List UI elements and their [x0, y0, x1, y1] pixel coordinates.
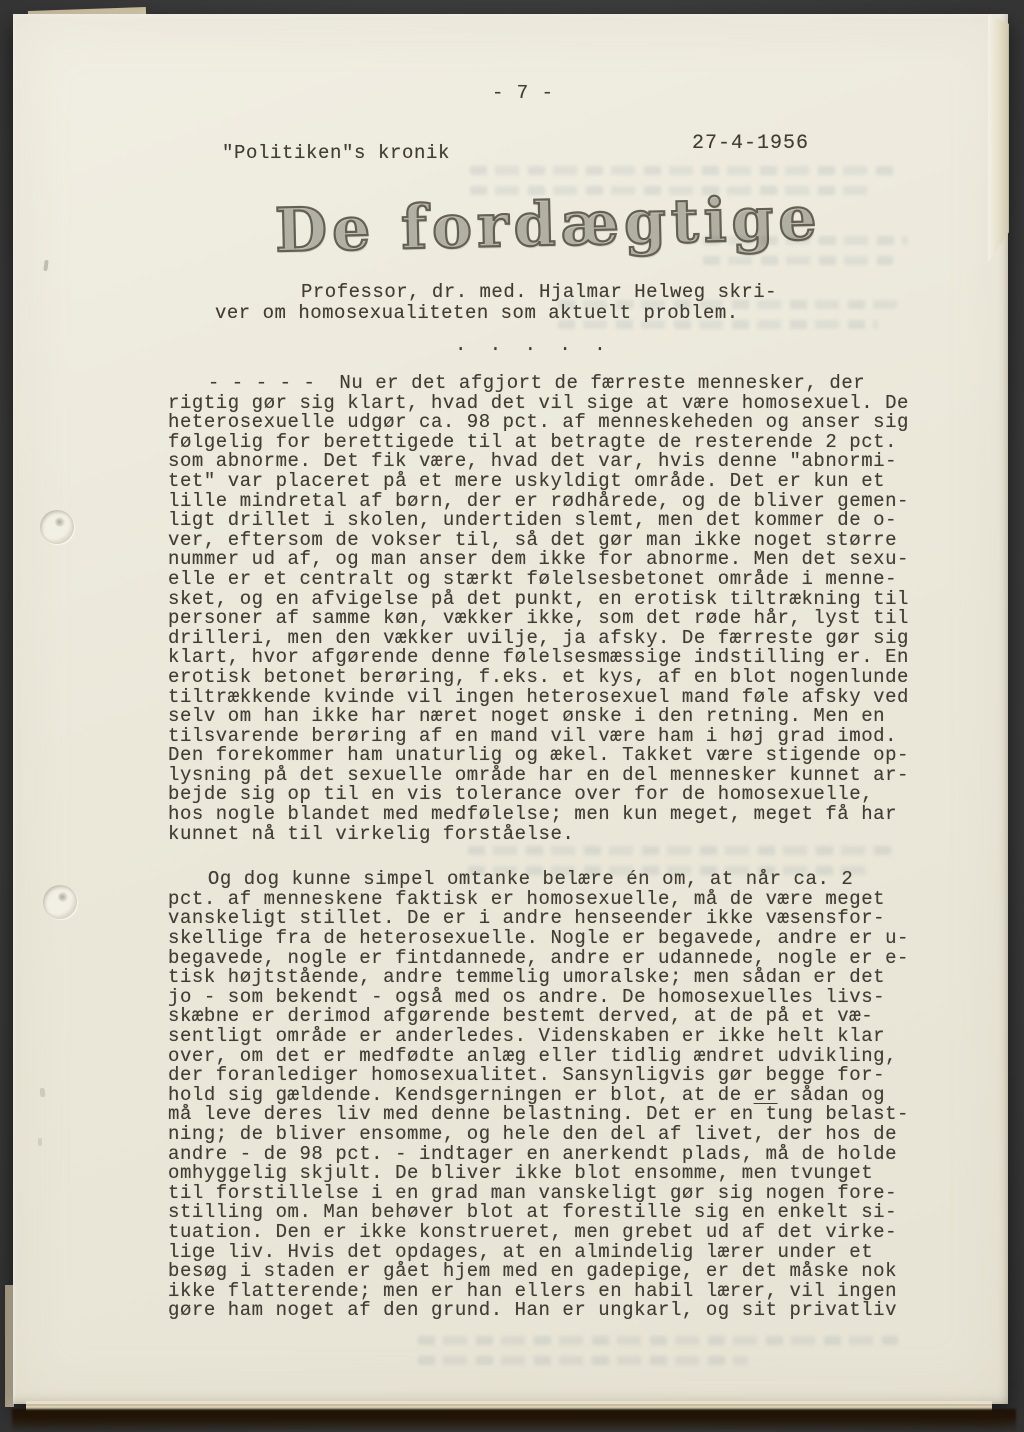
- text-line: gøre ham noget af den grund. Han er ungkarl, og sit privatliv: [168, 1299, 898, 1322]
- publication-header: "Politiken"s kronik: [222, 142, 451, 164]
- text-line: tiltrækkende kvinde vil ingen heterosexuel mand føle afsky ved: [168, 685, 910, 708]
- text-line: stilling om. Man behøver blot at forestille sig en enkelt si-: [168, 1201, 898, 1224]
- article-body: [168, 374, 943, 1347]
- text-line: drilleri, men den vækker uvilje, ja afsky. De færreste gør sig: [168, 626, 910, 649]
- text-line: selv om han ikke har næret noget ønske i den retning. Men en: [168, 705, 886, 728]
- text-line: pct. af menneskene faktisk er homosexuelle, må de være meget: [168, 887, 886, 910]
- text-line: begavede, nogle er fintdannede, andre er udannede, nogle er e-: [168, 946, 910, 969]
- text-line: lige liv. Hvis det opdages, at en almindelig lærer under et: [168, 1240, 874, 1263]
- text-line: vanskeligt stillet. De er i andre henseender ikke væsensfor-: [168, 907, 886, 930]
- text-line: som abnorme. Det fik være, hvad det var, hvis denne "abnormi-: [168, 450, 898, 473]
- article-title: De fordægtige: [274, 183, 823, 267]
- text-line: hos nogle blandet med medfølelse; men kun meget, meget få har: [168, 803, 898, 826]
- text-line: jo - som bekendt - også med os andre. De homosexuelles livs-: [168, 985, 886, 1008]
- byline: [215, 282, 777, 324]
- paragraph: [168, 374, 943, 844]
- text-line: personer af samme køn, vækker ikke, som det røde hår, lyst til: [168, 607, 910, 630]
- page-number: - 7 -: [492, 82, 555, 104]
- text-line: hold sig gældende. Kendsgerningen er blot, at de er sådan og: [168, 1083, 886, 1106]
- text-line: over, om det er medfødte anlæg eller tidlig ændret udvikling,: [168, 1044, 898, 1067]
- text-line: lysning på det sexuelle område har en del mennesker kunnet ar-: [168, 763, 910, 786]
- text-line: følgelig for berettigede til at betragte de resterende 2 pct.: [168, 430, 898, 453]
- text-line: ikke flatterende; men er han ellers en habil lærer, vil ingen: [168, 1279, 898, 1302]
- text-line: besøg i staden er gået hjem med en gadepige, er det måske nok: [168, 1260, 898, 1283]
- text-line: rigtig gør sig klart, hvad det vil sige at være homosexuel. De: [168, 391, 910, 414]
- pencil-mark: [40, 1088, 46, 1097]
- text-line: - - - - - Nu er det afgjort de færreste mennesker, der: [207, 372, 866, 394]
- text-line: ligt drillet i skolen, undertiden slemt, men det kommer de o-: [168, 509, 898, 532]
- text-line: ning; de bliver ensomme, og hele den del af livet, der hos de: [168, 1122, 898, 1145]
- text-line: klart, hvor afgørende denne følelsesmæssige indstilling er. En: [168, 646, 910, 669]
- text-line: bejde sig op til en vis tolerance over for de homosexuelle,: [168, 783, 874, 806]
- text-line: Og dog kunne simpel omtanke belære én om, at når ca. 2: [207, 868, 854, 891]
- text-line: lille mindretal af børn, der er rødhårede, og de bliver gemen-: [168, 489, 910, 512]
- text-line: sentligt område er anderledes. Videnskaben er ikke helt klar: [168, 1025, 886, 1047]
- text-line: tet" var placeret på et mere uskyldigt område. Det er kun et: [168, 469, 886, 492]
- byline-line: Professor, dr. med. Hjalmar Helweg skri-: [301, 281, 778, 303]
- pencil-mark: [43, 260, 48, 271]
- text-line: ver, eftersom de vokser til, så det gør man ikke noget større: [168, 528, 898, 551]
- document-page: [13, 14, 1008, 1404]
- page-shadow: [12, 1409, 1016, 1432]
- text-line: tisk højtstående, andre temmelig umoralske; men sådan er det: [168, 966, 886, 989]
- punch-hole: [43, 885, 77, 919]
- text-line: der foranlediger homosexualitet. Sansynligvis gør begge for-: [168, 1064, 886, 1087]
- text-line: elle er et centralt og stærkt følelsesbetonet område i menne-: [168, 567, 898, 590]
- text-line: tilsvarende berøring af en mand vil være ham i høj grad imod.: [168, 724, 898, 747]
- text-line: skellige fra de heterosexuelle. Nogle er begavede, andre er u-: [168, 927, 910, 950]
- pencil-mark: [38, 1138, 42, 1146]
- byline-line: ver om homosexualiteten som aktuelt problem.: [215, 302, 739, 324]
- text-line: til forstillelse i en grad man vanskeligt gør sig nogen fore-: [168, 1181, 898, 1204]
- punch-hole: [40, 510, 74, 544]
- text-line: erotisk betonet berøring, f.eks. et kys, af en blot nogenlunde: [168, 665, 910, 688]
- text-line: sket, og en afvigelse på det punkt, en erotisk tiltrækning til: [168, 587, 910, 610]
- text-line: må leve deres liv med denne belastning. Det er en tung belast-: [168, 1103, 910, 1126]
- page-edge-fold: [988, 14, 1009, 262]
- text-line: andre - de 98 pct. - indtager en anerkendt plads, må de holde: [168, 1142, 898, 1165]
- text-line: skæbne er derimod afgørende bestemt derved, at de på et væ-: [168, 1005, 874, 1028]
- text-line: omhyggelig skjult. De bliver ikke blot ensomme, men tvunget: [168, 1162, 874, 1185]
- text-line: tuation. Den er ikke konstrueret, men grebet ud af det virke-: [168, 1220, 898, 1243]
- separator-dots: . . . . .: [455, 334, 612, 356]
- text-line: Den forekommer ham unaturlig og ækel. Takket være stigende op-: [168, 744, 910, 767]
- text-line: heterosexuelle udgør ca. 98 pct. af menneskeheden og anser sig: [168, 411, 910, 434]
- paragraph: [168, 870, 943, 1321]
- text-line: kunnet nå til virkelig forståelse.: [168, 822, 575, 845]
- date-stamp: 27-4-1956: [692, 132, 810, 155]
- text-line: nummer ud af, og man anser dem ikke for abnorme. Men det sexu-: [168, 548, 910, 571]
